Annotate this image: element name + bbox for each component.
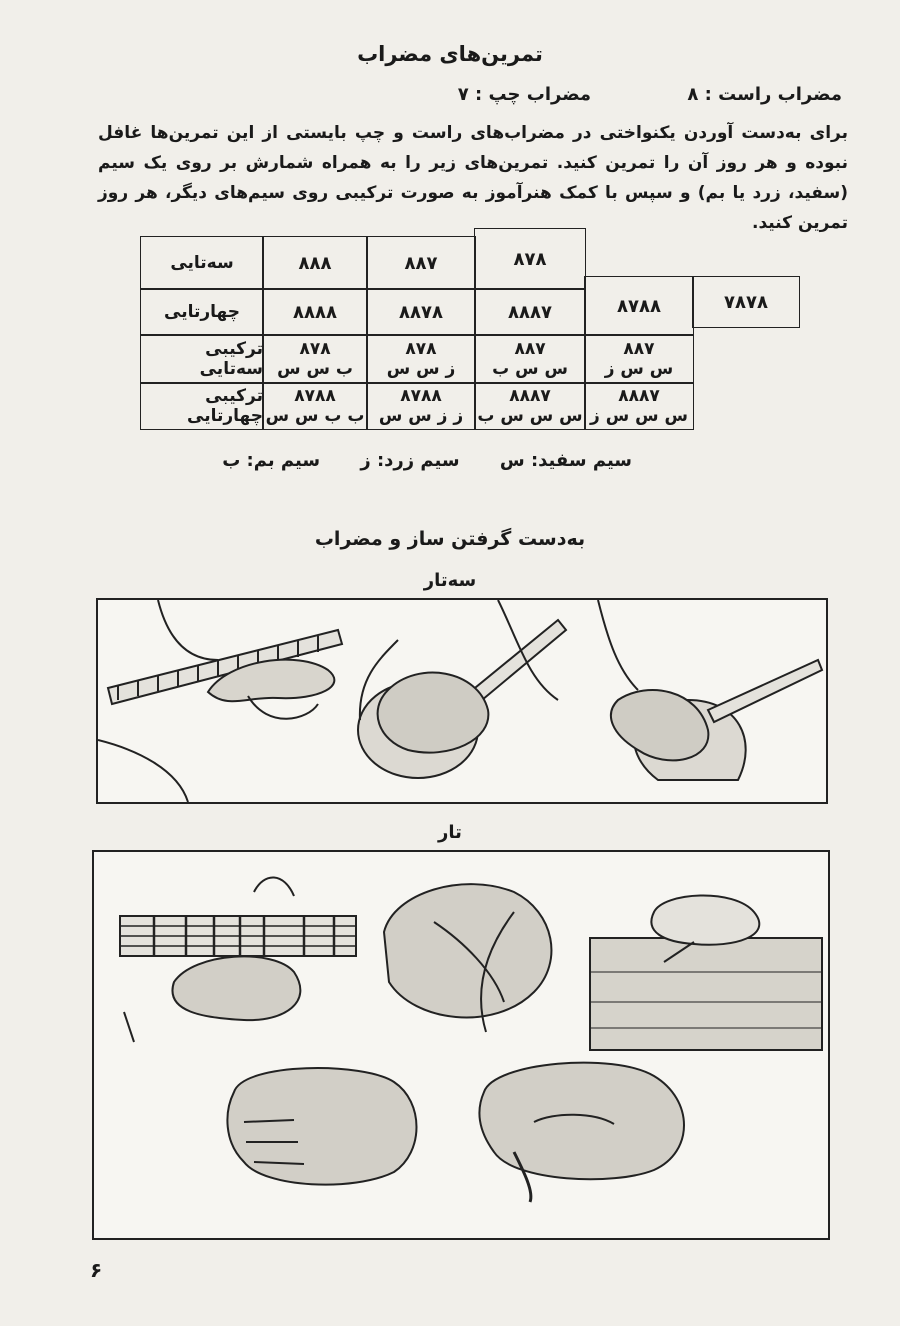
combo-three-cell — [262, 334, 368, 384]
combo-strokes: ۸۸۷ — [514, 339, 546, 359]
combo-three-cell — [366, 334, 476, 384]
page-number: ۶ — [90, 1258, 103, 1282]
combo-strings: س س س ب — [477, 406, 583, 426]
three-cell: ۸۸۷ — [366, 236, 476, 290]
combo-four-cell — [474, 382, 586, 430]
left-plectrum-label: مضراب چپ : ۷ — [457, 84, 592, 105]
combo-strings: ز ز س س — [378, 406, 464, 426]
combo-strokes: ۸۸۸۷ — [509, 386, 551, 406]
setar-body-hand-illustration — [358, 600, 566, 778]
tar-fretboard-hand-illustration — [120, 877, 356, 1042]
combo-three-cell — [474, 334, 586, 384]
setar-fretboard-hand-illustration — [98, 600, 342, 802]
plectrum-grip-illustration — [479, 1063, 684, 1202]
row-label-combo-four: ترکیبی چهارتایی — [140, 382, 264, 430]
three-cell: ۸۷۸ — [474, 228, 586, 290]
combo-strokes: ۸۷۸ — [299, 339, 331, 359]
combo-strokes: ۸۸۷ — [623, 339, 655, 359]
row-label-four: چهارتایی — [140, 288, 264, 336]
tar-photo-frame — [92, 850, 830, 1240]
closed-fist-illustration — [227, 1068, 416, 1185]
combo-strokes: ۸۸۸۷ — [618, 386, 660, 406]
combo-strokes: ۸۷۸۸ — [400, 386, 442, 406]
string-bass: سیم بم: ب — [222, 450, 321, 471]
tar-hands-sketch — [94, 852, 828, 1238]
string-white: سیم سفید: س — [499, 450, 632, 471]
row-label-combo-three: ترکیبی سه‌تایی — [140, 334, 264, 384]
combo-strings: ب س س — [277, 359, 353, 379]
combo-strings: ب ب س س — [265, 406, 365, 426]
combo-strokes: ۸۷۸ — [405, 339, 437, 359]
strings-legend — [188, 450, 632, 471]
combo-four-cell — [366, 382, 476, 430]
four-cell: ۸۸۸۷ — [474, 288, 586, 336]
setar-label: سه‌تار — [423, 570, 477, 591]
instructions-paragraph: برای به‌دست آوردن یکنواختی در مضراب‌های راست و چپ بایستی از این تمرین‌ها غافل نبوده و هر روز آن را تمرین کنید. تمرین‌های زیر را به همراه شمارش بر روی یک سیم (سفید، زرد یا بم) و سپس با کمک هنرآموز به صورت ترکیبی روی سیم‌های دیگر، هر روز تمرین کنید. — [98, 123, 848, 233]
setar-photo-frame — [96, 598, 828, 804]
page-title: تمرین‌های مضراب — [357, 42, 543, 66]
combo-strings: ز س س — [386, 359, 456, 379]
right-plectrum-label: مضراب راست : ۸ — [687, 84, 842, 105]
combo-four-cell — [584, 382, 694, 430]
string-yellow: سیم زرد: ز — [360, 450, 460, 471]
plectrum-legend — [82, 84, 842, 105]
setar-hands-sketch — [98, 600, 826, 802]
setar-plectrum-hand-illustration — [598, 600, 822, 780]
four-cell: ۸۸۷۸ — [366, 288, 476, 336]
combo-strings: س س س ز — [590, 406, 688, 426]
section-title: به‌دست گرفتن ساز و مضراب — [314, 528, 586, 550]
tar-plectrum-body-illustration — [590, 895, 822, 1050]
tar-body-hand-illustration — [384, 884, 551, 1032]
four-cell: ۷۸۷۸ — [692, 276, 800, 328]
three-cell: ۸۸۸ — [262, 236, 368, 290]
four-cell: ۸۸۸۸ — [262, 288, 368, 336]
tar-label: تار — [438, 822, 462, 843]
combo-strings: س س ز — [604, 359, 674, 379]
combo-strokes: ۸۷۸۸ — [294, 386, 336, 406]
row-label-three: سه‌تایی — [140, 236, 264, 290]
combo-strings: س س ب — [492, 359, 568, 379]
four-cell: ۸۷۸۸ — [584, 276, 694, 336]
combo-four-cell — [262, 382, 368, 430]
combo-three-cell — [584, 334, 694, 384]
